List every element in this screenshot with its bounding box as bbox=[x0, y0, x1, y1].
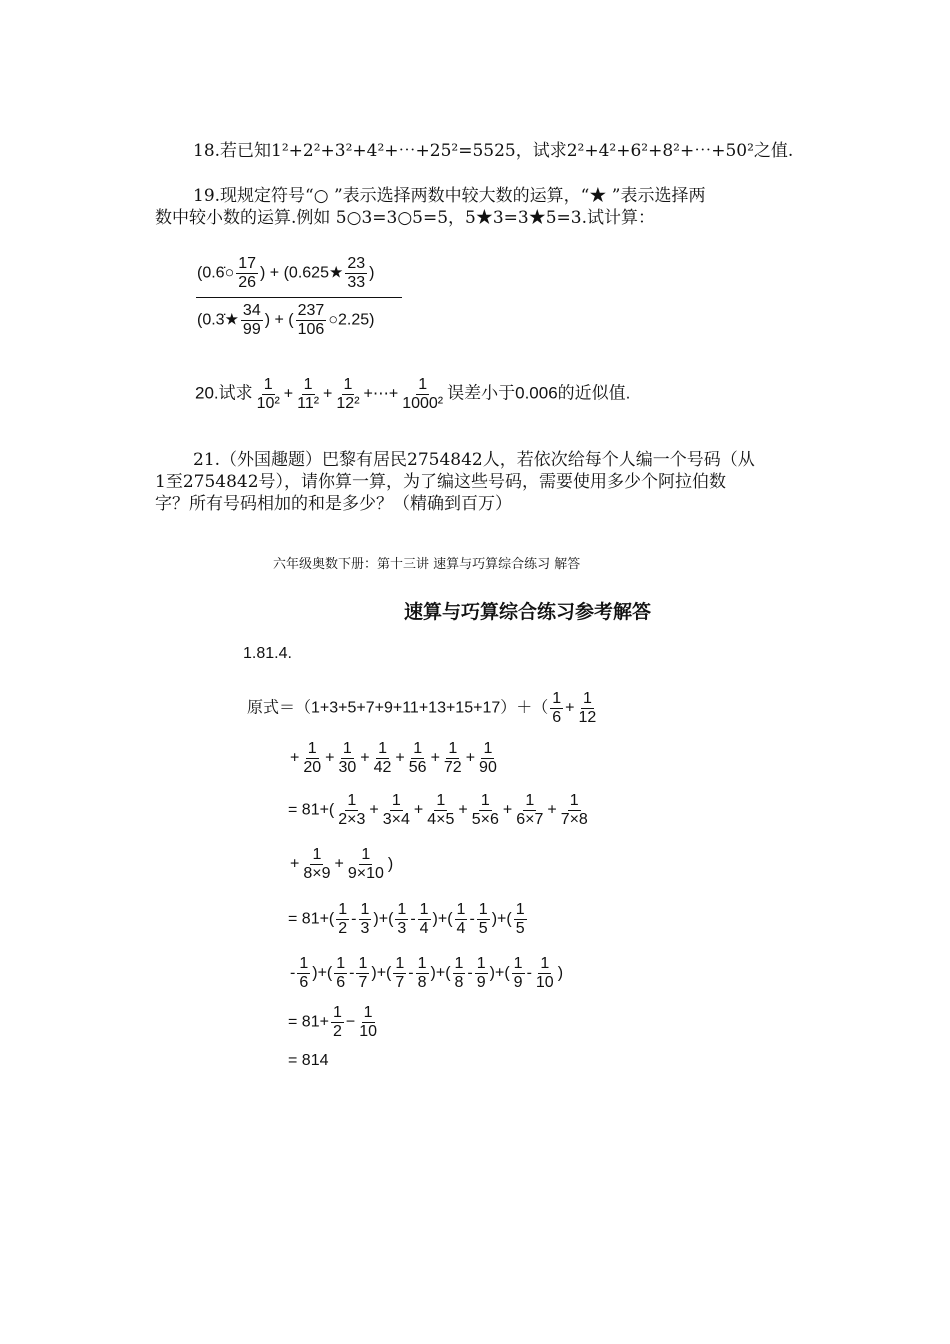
fraction bbox=[255, 376, 282, 413]
fraction bbox=[418, 901, 431, 938]
operator: - bbox=[469, 910, 475, 928]
page-title: 速算与巧算综合练习参考解答 bbox=[404, 601, 652, 623]
denominator: 4 bbox=[419, 920, 429, 937]
numerator: 1 bbox=[478, 901, 488, 918]
numerator: 1 bbox=[312, 846, 322, 863]
fraction bbox=[372, 740, 394, 777]
numerator: 1 bbox=[417, 955, 427, 972]
operator: + bbox=[430, 749, 440, 767]
plus: + bbox=[283, 385, 294, 403]
numerator: 1 bbox=[454, 955, 464, 972]
fraction bbox=[241, 302, 263, 339]
operator: + bbox=[547, 801, 557, 819]
fraction bbox=[477, 740, 499, 777]
fraction bbox=[425, 792, 456, 829]
operator: )+( bbox=[373, 910, 394, 928]
denominator: 5 bbox=[515, 920, 525, 937]
operator: - bbox=[408, 964, 414, 982]
numerator: 1 bbox=[513, 955, 523, 972]
fraction bbox=[301, 740, 323, 777]
fraction bbox=[345, 255, 367, 292]
denominator: 10 bbox=[359, 1023, 377, 1040]
numerator: 1 bbox=[360, 901, 370, 918]
denominator: 8×9 bbox=[303, 865, 331, 882]
question-19-line1: 19.现规定符号“○ ”表示选择两数中较大数的运算，“★ ”表示选择两 bbox=[193, 186, 706, 206]
fraction bbox=[470, 792, 501, 829]
question-20 bbox=[195, 376, 630, 413]
numerator: 1 bbox=[378, 740, 387, 757]
numerator: 1 bbox=[525, 792, 535, 809]
fraction bbox=[514, 792, 545, 829]
operator: - bbox=[349, 964, 355, 982]
numerator: 1 bbox=[397, 901, 407, 918]
fraction bbox=[559, 792, 590, 829]
fraction bbox=[296, 302, 327, 339]
numerator: 1 bbox=[413, 740, 423, 757]
numerator: 1 bbox=[347, 792, 357, 809]
numerator: 1 bbox=[436, 792, 446, 809]
fraction bbox=[475, 955, 488, 992]
operator: + bbox=[458, 801, 468, 819]
operator: + bbox=[290, 855, 300, 873]
operator: )+( bbox=[491, 910, 512, 928]
fraction bbox=[455, 901, 468, 938]
solution-row-1 bbox=[247, 690, 600, 727]
numerator: 1 bbox=[332, 1004, 342, 1021]
denominator: 12² bbox=[336, 395, 360, 412]
denominator: 9 bbox=[513, 974, 523, 991]
numerator: 1 bbox=[552, 690, 562, 707]
denominator: 3×4 bbox=[382, 811, 410, 828]
numerator: 1 bbox=[361, 846, 371, 863]
numerator: 17 bbox=[238, 255, 257, 272]
numerator: 1 bbox=[476, 955, 486, 972]
denominator: 26 bbox=[238, 274, 257, 291]
fraction bbox=[336, 740, 358, 777]
fraction bbox=[442, 740, 464, 777]
operator: + bbox=[565, 699, 575, 717]
operator: - bbox=[526, 964, 532, 982]
numerator: 1 bbox=[363, 1004, 373, 1021]
numerator: 1 bbox=[569, 792, 579, 809]
operator: + bbox=[290, 749, 300, 767]
fraction bbox=[393, 955, 406, 992]
denominator: 3 bbox=[397, 920, 407, 937]
numerator: 1 bbox=[582, 690, 592, 707]
numerator: 1 bbox=[395, 955, 405, 972]
row-lead: = 81+( bbox=[288, 910, 335, 928]
operator: )+( bbox=[312, 964, 333, 982]
operator: + bbox=[465, 749, 476, 767]
fraction bbox=[359, 901, 372, 938]
fraction bbox=[297, 955, 310, 992]
denominator: 8 bbox=[454, 974, 464, 991]
denominator: 2 bbox=[338, 920, 348, 937]
operator: )+( bbox=[371, 964, 392, 982]
denominator: 90 bbox=[479, 759, 497, 776]
denominator: 20 bbox=[303, 759, 322, 776]
fraction bbox=[301, 846, 332, 883]
numerator: 1 bbox=[540, 955, 550, 972]
denominator: 99 bbox=[242, 321, 261, 338]
fraction bbox=[357, 1004, 379, 1041]
denominator: 4×5 bbox=[427, 811, 455, 828]
q20-tail: 误差小于0.006的近似值. bbox=[447, 383, 631, 403]
denominator: 106 bbox=[297, 321, 325, 338]
fraction bbox=[400, 376, 445, 413]
operator: + bbox=[502, 801, 513, 819]
operator: + bbox=[325, 749, 335, 767]
fraction bbox=[512, 955, 525, 992]
denominator: 5×6 bbox=[471, 811, 499, 828]
question-21-line1: 21.（外国趣题）巴黎有居民2754842人，若依次给每个人编一个号码（从 bbox=[193, 450, 755, 470]
operator: + bbox=[369, 801, 379, 819]
numerator: 1 bbox=[418, 376, 428, 393]
question-18: 18.若已知1²+2²+3²+4²+⋯+25²=5525，试求2²+4²+6²+8²+⋯+50²之值. bbox=[193, 141, 794, 161]
operator: )+( bbox=[489, 964, 510, 982]
q20-lead: 20.试求 bbox=[195, 383, 253, 403]
numerator: 1 bbox=[456, 901, 466, 918]
question-21-line2: 1至2754842号），请你算一算，为了编这些号码，需要使用多少个阿拉伯数 bbox=[155, 472, 727, 492]
operator: - bbox=[351, 910, 357, 928]
question-19-line2: 数中较小数的运算.例如 5○3=3○5=5，5★3=3★5=3.试计算： bbox=[155, 208, 656, 228]
denominator: 1000² bbox=[402, 395, 444, 412]
operator: )+( bbox=[432, 910, 453, 928]
question-21-line3: 字？所有号码相加的和是多少？（精确到百万） bbox=[155, 494, 512, 514]
fraction bbox=[331, 1004, 344, 1041]
fraction bbox=[236, 255, 258, 292]
fraction bbox=[453, 955, 466, 992]
denominator: 7 bbox=[358, 974, 368, 991]
numerator: 1 bbox=[343, 376, 353, 393]
fraction bbox=[334, 376, 361, 413]
operator: - bbox=[290, 964, 296, 982]
denominator: 10² bbox=[256, 395, 280, 412]
solution-row-7 bbox=[288, 1004, 381, 1041]
denominator: 6 bbox=[299, 974, 309, 991]
operator: ) bbox=[387, 855, 394, 873]
fraction bbox=[334, 955, 347, 992]
numerator: 237 bbox=[297, 302, 325, 319]
denominator: 42 bbox=[373, 759, 392, 776]
solution-row-8 bbox=[288, 1052, 328, 1070]
numerator: 34 bbox=[242, 302, 261, 319]
operator: + bbox=[395, 749, 405, 767]
numerator: 1 bbox=[336, 955, 346, 972]
fraction bbox=[534, 955, 556, 992]
solution-row-6 bbox=[290, 955, 563, 992]
denominator: 2×3 bbox=[338, 811, 366, 828]
fraction bbox=[295, 376, 321, 413]
fraction bbox=[381, 792, 412, 829]
operator: - bbox=[410, 910, 416, 928]
denominator: 10 bbox=[535, 974, 554, 991]
operator: + bbox=[360, 749, 370, 767]
den-part-c: ○2.25) bbox=[328, 311, 375, 329]
operator: − bbox=[345, 1013, 356, 1031]
solution-row-5 bbox=[288, 901, 529, 938]
ellipsis: +⋯+ bbox=[363, 385, 399, 403]
q19-numerator bbox=[197, 255, 374, 292]
numerator: 1 bbox=[263, 376, 273, 393]
solution-row-3 bbox=[288, 792, 592, 829]
denominator: 30 bbox=[338, 759, 357, 776]
denominator: 6 bbox=[552, 709, 562, 726]
numerator: 1 bbox=[419, 901, 429, 918]
denominator: 11² bbox=[297, 395, 320, 412]
denominator: 7 bbox=[395, 974, 405, 991]
numerator: 1 bbox=[342, 740, 352, 757]
denominator: 2 bbox=[332, 1023, 342, 1040]
denominator: 9×10 bbox=[347, 865, 384, 882]
denominator: 9 bbox=[476, 974, 486, 991]
plus: + bbox=[323, 385, 333, 403]
num-part-b: ) + (0.625★ bbox=[260, 264, 344, 282]
operator: + bbox=[413, 801, 424, 819]
denominator: 7×8 bbox=[560, 811, 588, 828]
fraction bbox=[416, 955, 429, 992]
row-lead: 原式＝（1+3+5+7+9+11+13+15+17）＋（ bbox=[247, 699, 549, 717]
q19-denominator bbox=[197, 302, 374, 339]
numerator: 23 bbox=[347, 255, 366, 272]
numerator: 1 bbox=[338, 901, 348, 918]
fraction bbox=[550, 690, 563, 727]
answer-1: 1.81.4. bbox=[243, 645, 292, 662]
fraction bbox=[346, 846, 386, 883]
operator: + bbox=[334, 855, 344, 873]
final-result: = 814 bbox=[288, 1052, 329, 1069]
numerator: 1 bbox=[303, 376, 313, 393]
operator: - bbox=[467, 964, 473, 982]
numerator: 1 bbox=[483, 740, 493, 757]
fraction bbox=[336, 792, 367, 829]
denominator: 3 bbox=[360, 920, 370, 937]
denominator: 6 bbox=[336, 974, 346, 991]
fraction bbox=[356, 955, 369, 992]
den-part-a: (0.3̇★ bbox=[197, 311, 239, 329]
num-part-a: (0.6̇○ bbox=[197, 264, 235, 282]
denominator: 33 bbox=[347, 274, 366, 291]
numerator: 1 bbox=[358, 955, 368, 972]
solution-row-2 bbox=[290, 740, 501, 777]
denominator: 56 bbox=[408, 759, 427, 776]
denominator: 8 bbox=[417, 974, 427, 991]
denominator: 72 bbox=[443, 759, 462, 776]
main-fraction-bar bbox=[196, 297, 402, 298]
denominator: 4 bbox=[456, 920, 466, 937]
fraction bbox=[336, 901, 349, 938]
numerator: 1 bbox=[391, 792, 401, 809]
numerator: 1 bbox=[515, 901, 525, 918]
fraction bbox=[477, 901, 490, 938]
fraction bbox=[514, 901, 527, 938]
denominator: 12 bbox=[578, 709, 597, 726]
section-header: 六年级奥数下册：第十三讲 速算与巧算综合练习 解答 bbox=[273, 557, 581, 572]
operator: ) bbox=[557, 964, 564, 982]
denominator: 5 bbox=[478, 920, 488, 937]
numerator: 1 bbox=[299, 955, 309, 972]
fraction bbox=[407, 740, 429, 777]
operator: )+( bbox=[430, 964, 451, 982]
row-lead: = 81+ bbox=[288, 1013, 329, 1031]
num-part-c: ) bbox=[369, 264, 375, 282]
numerator: 1 bbox=[448, 740, 458, 757]
den-part-b: ) + ( bbox=[264, 311, 294, 329]
fraction bbox=[395, 901, 408, 938]
numerator: 1 bbox=[480, 792, 490, 809]
row-lead: = 81+( bbox=[288, 801, 335, 819]
solution-row-4 bbox=[290, 846, 393, 883]
fraction bbox=[577, 690, 599, 727]
numerator: 1 bbox=[307, 740, 317, 757]
denominator: 6×7 bbox=[516, 811, 544, 828]
